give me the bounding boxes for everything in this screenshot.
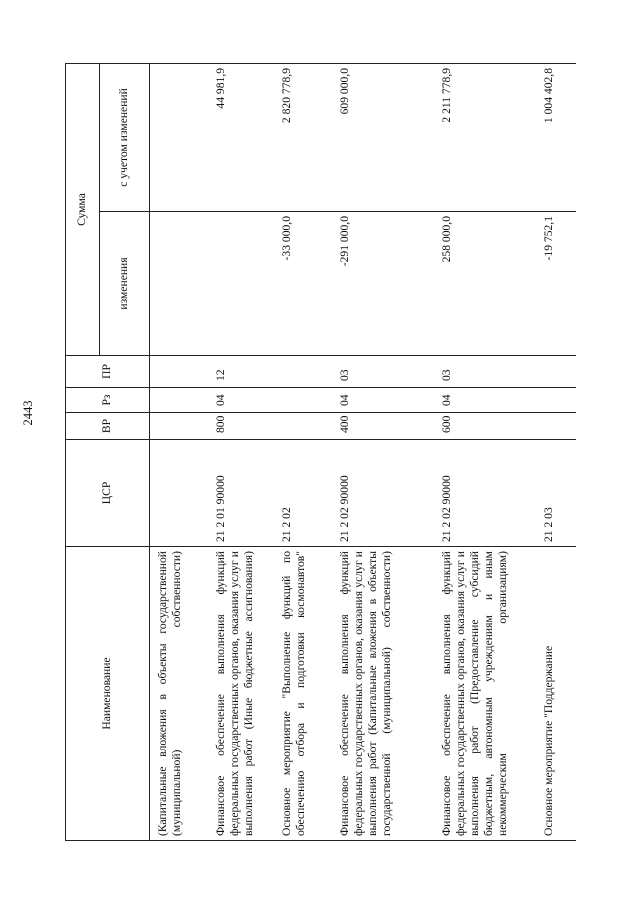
row-vr: 600 [434,413,536,440]
row-name: (Капитальные вложения в объекты государственной (муниципальной) собственности) [150,547,208,841]
row-with-change: 2 211 778,9 [434,63,536,211]
row-change: 258 000,0 [434,212,536,356]
table-row [434,63,536,840]
budget-table [65,63,576,841]
row-name: Основное мероприятие "Выполнение функций по обеспечению отбора и подготовки космонавтов" [274,547,332,841]
row-pr [150,356,208,388]
header-with-change: с учетом изменений [100,63,150,211]
row-rz [150,388,208,413]
table-row [208,63,274,840]
row-name: Финансовое обеспечение выполнения функций федеральных государственных органов, оказания услуг и выполнения работ (Капитальные вложения в объекты государственной (муниципальной) собственности) [332,547,434,841]
row-rz: 04 [332,388,434,413]
row-with-change: 44 981,9 [208,63,274,211]
header-vr: ВР [66,413,150,440]
row-name: Финансовое обеспечение выполнения функций федеральных государственных органов, оказания услуг и выполнения работ (Иные бюджетные ассигнования) [208,547,274,841]
header-change: изменения [100,212,150,356]
table-row [274,63,332,840]
table-row [150,63,208,840]
row-rz: 04 [434,388,536,413]
row-vr: 800 [208,413,274,440]
row-with-change [150,63,208,211]
page-number: 2443 [21,400,35,426]
row-change [150,212,208,356]
row-csr: 21 2 03 [536,440,576,547]
budget-table-sheet [65,64,620,841]
row-pr [536,356,576,388]
table-header-row [66,63,100,840]
row-change: -19 752,1 [536,212,576,356]
row-vr: 400 [332,413,434,440]
row-pr [274,356,332,388]
row-name: Финансовое обеспечение выполнения функций федеральных государственных органов, оказания услуг и выполнения работ (Предоставление субсидий бюджетным, автономным учреждениям и иным некоммерческим организациям) [434,547,536,841]
row-change: -291 000,0 [332,212,434,356]
row-rz [536,388,576,413]
row-rz [274,388,332,413]
row-pr: 03 [434,356,536,388]
row-csr: 21 2 02 [274,440,332,547]
row-vr [150,413,208,440]
row-vr [536,413,576,440]
row-vr [274,413,332,440]
row-csr: 21 2 02 90000 [332,440,434,547]
row-csr: 21 2 01 90000 [208,440,274,547]
row-with-change: 609 000,0 [332,63,434,211]
header-rz: Рз [66,388,150,413]
row-with-change: 1 004 402,8 [536,63,576,211]
header-sum: Сумма [66,63,100,355]
row-with-change: 2 820 778,9 [274,63,332,211]
row-rz: 04 [208,388,274,413]
row-csr: 21 2 02 90000 [434,440,536,547]
header-name: Наименование [66,547,150,841]
row-change: -33 000,0 [274,212,332,356]
table-row [536,63,576,840]
row-csr [150,440,208,547]
row-pr: 12 [208,356,274,388]
table-row [332,63,434,840]
row-name: Основное мероприятие "Поддержание [536,547,576,841]
header-csr: ЦСР [66,440,150,547]
row-change [208,212,274,356]
header-pr: ПР [66,356,150,388]
row-pr: 03 [332,356,434,388]
